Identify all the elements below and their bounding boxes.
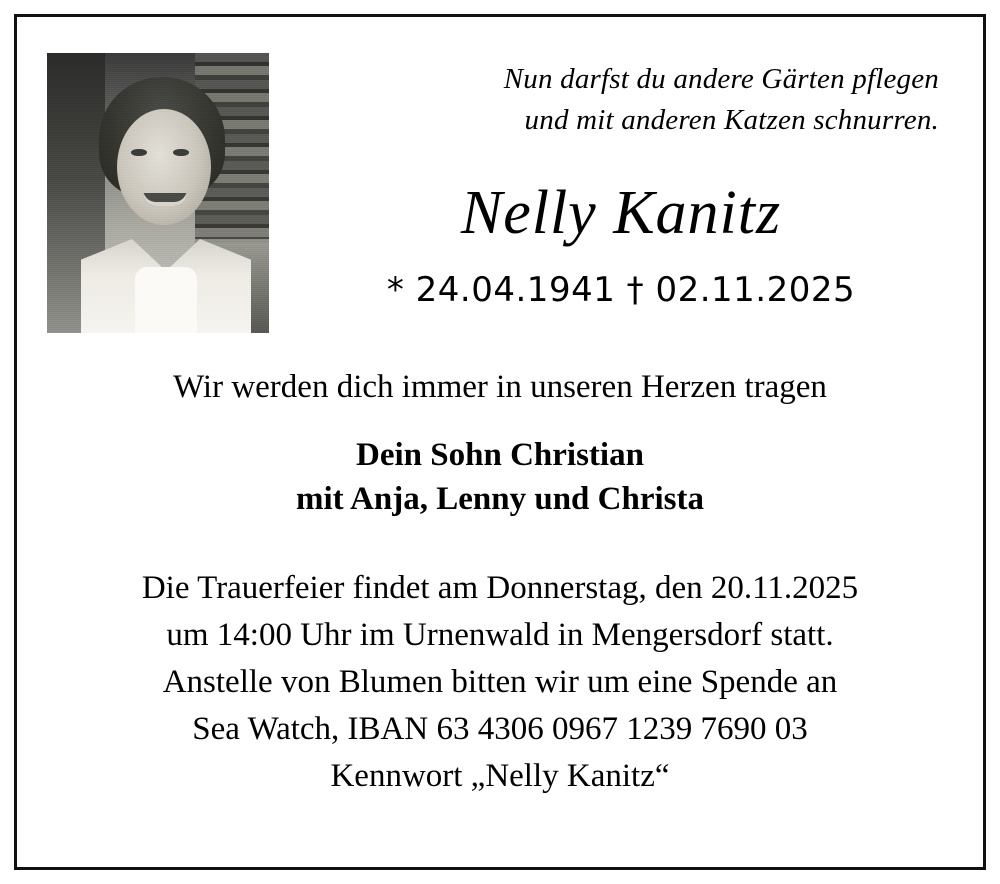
verse-block <box>297 59 945 141</box>
family-signature <box>43 434 957 521</box>
detail-line-4: Sea Watch, IBAN 63 4306 0967 1239 7690 03 <box>192 710 808 747</box>
memorial-section <box>43 367 957 521</box>
deceased-name: Nelly Kanitz <box>460 179 782 248</box>
notice-frame <box>14 14 986 870</box>
detail-line-1: Die Trauerfeier findet am Donnerstag, den 20.11.2025 <box>141 570 859 607</box>
portrait-photo <box>47 53 269 333</box>
verse-line-1: Nun darfst du andere Gärten pflegen <box>503 63 939 95</box>
life-dates: * 24.04.1941 † 02.11.2025 <box>386 269 856 310</box>
detail-line-5: Kennwort „Nelly Kanitz“ <box>330 757 670 794</box>
photo-grain-overlay <box>47 53 269 333</box>
memorial-line: Wir werden dich immer in unseren Herzen tragen <box>173 369 827 405</box>
family-line-1: Dein Sohn Christian <box>356 437 644 474</box>
verse-line-2: und mit anderen Katzen schnurren. <box>524 104 939 137</box>
family-line-2: mit Anja, Lenny und Christa <box>295 480 704 517</box>
header-text-block <box>269 43 957 310</box>
detail-line-2: um 14:00 Uhr im Urnenwald in Mengersdorf statt. <box>166 617 834 654</box>
header-section <box>43 43 957 333</box>
detail-line-3: Anstelle von Blumen bitten wir um eine Spende an <box>162 664 838 701</box>
ceremony-details <box>43 565 957 799</box>
